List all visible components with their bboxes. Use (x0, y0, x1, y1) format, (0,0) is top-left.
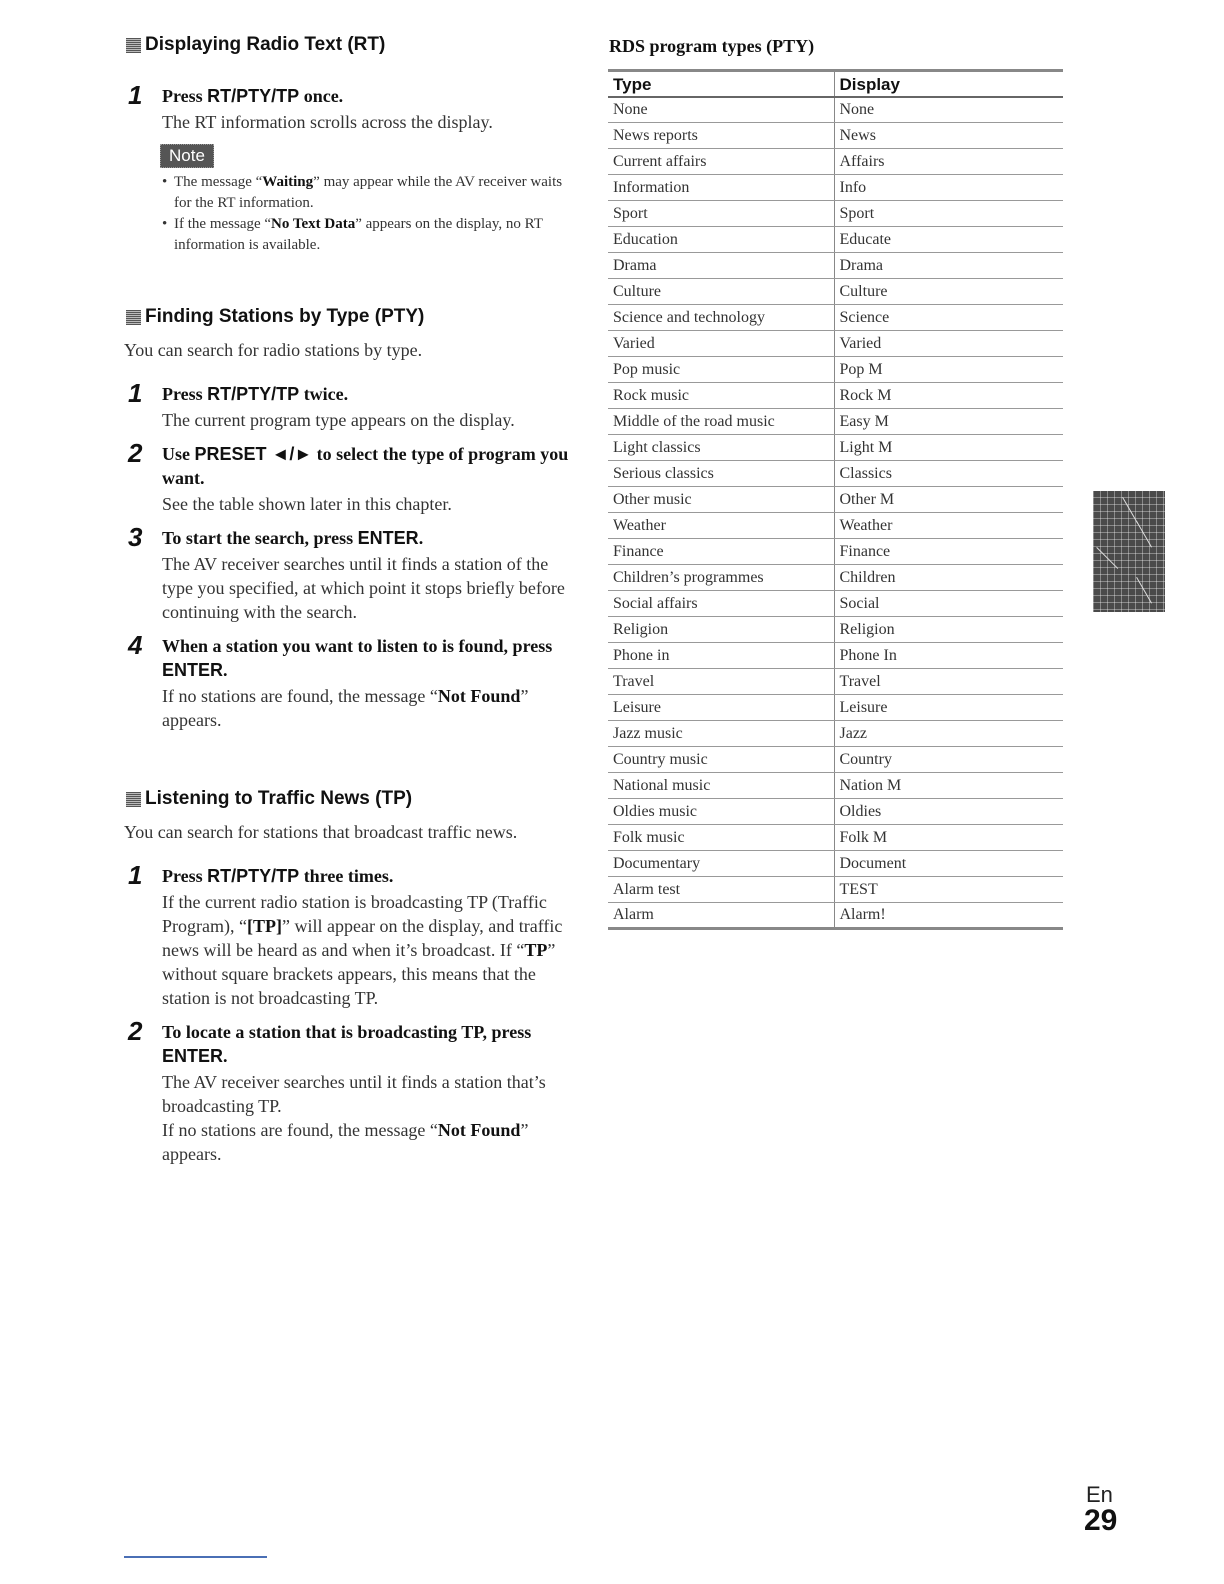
cell-type: Light classics (608, 435, 834, 461)
table-row (608, 539, 1063, 565)
section-marker-icon (126, 38, 141, 53)
section-intro: You can search for stations that broadcast traffic news. (124, 822, 518, 842)
key-label: ENTER (162, 1046, 224, 1066)
cell-display: Classics (834, 461, 1063, 487)
cell-display: Oldies (834, 799, 1063, 825)
step-title-text: to select the type of program you want. (162, 444, 569, 488)
step-title-text: When a station you want to listen to is found, press (162, 636, 553, 656)
table-row (608, 201, 1063, 227)
section-intro: You can search for radio stations by type. (124, 340, 423, 360)
table-row (608, 721, 1063, 747)
cell-type: Jazz music (608, 721, 834, 747)
page-number: 29 (1084, 1504, 1118, 1537)
cell-type: Folk music (608, 825, 834, 851)
cell-type: Information (608, 175, 834, 201)
step-title-text: Press (162, 86, 208, 106)
table-row (608, 513, 1063, 539)
step-title (162, 860, 579, 888)
table-title: RDS program types (PTY) (609, 36, 815, 56)
note-text: ” may appear while the AV receiver waits for the RT information. (174, 174, 563, 211)
table-row (608, 409, 1063, 435)
table-row (608, 253, 1063, 279)
cell-display: Folk M (834, 825, 1063, 851)
right-column (608, 36, 1063, 930)
cell-type: Travel (608, 669, 834, 695)
table-header-row (608, 71, 1063, 97)
cell-type: Phone in (608, 643, 834, 669)
note-badge: Note (160, 144, 214, 168)
table-row (608, 825, 1063, 851)
cell-type: Current affairs (608, 149, 834, 175)
step-number: 4 (128, 630, 143, 660)
table-row (608, 903, 1063, 929)
step-title (162, 378, 579, 406)
cell-display: Document (834, 851, 1063, 877)
step-number: 1 (128, 860, 143, 890)
body-text: If the current radio station is broadcasting TP (Traffic Program), “ (162, 892, 547, 936)
step-number: 1 (128, 378, 143, 408)
key-label: ENTER (357, 528, 419, 548)
step-title-text: . (223, 1046, 228, 1066)
step-title-text: To start the search, press (162, 528, 358, 548)
step-title (162, 1016, 579, 1068)
cell-display: Nation M (834, 773, 1063, 799)
step-body: The current program type appears on the display. (162, 410, 515, 430)
cell-type: Oldies music (608, 799, 834, 825)
section-pty (124, 306, 579, 732)
table-row (608, 279, 1063, 305)
body-text: ” appears. (162, 1120, 529, 1164)
key-label: RT/PTY/TP (207, 384, 300, 404)
cell-type: Other music (608, 487, 834, 513)
cell-type: Leisure (608, 695, 834, 721)
step-title-text: Press (162, 384, 208, 404)
cell-type: Drama (608, 253, 834, 279)
table-row (608, 565, 1063, 591)
cell-type: Finance (608, 539, 834, 565)
cell-type: Culture (608, 279, 834, 305)
step-number: 1 (128, 80, 143, 110)
cell-type: Alarm (608, 903, 834, 929)
key-label: ENTER (162, 660, 224, 680)
step-body (162, 1118, 579, 1166)
note-bold: Waiting (262, 174, 314, 190)
cell-display: News (834, 123, 1063, 149)
table-row (608, 97, 1063, 123)
table-row (608, 305, 1063, 331)
step-number: 2 (128, 438, 143, 468)
section-heading-tp (124, 788, 579, 810)
body-text: If no stations are found, the message “ (162, 1120, 438, 1140)
step-pty-1 (124, 378, 579, 432)
note-bold: No Text Data (271, 216, 356, 232)
step-title-text: To locate a station that is broadcasting TP, press (162, 1022, 532, 1042)
step-title-text: Use (162, 444, 195, 464)
cell-display: Country (834, 747, 1063, 773)
column-header-display: Display (834, 71, 1063, 97)
table-row (608, 617, 1063, 643)
cell-type: Alarm test (608, 877, 834, 903)
section-tp (124, 788, 579, 1166)
pty-table (608, 69, 1063, 930)
note-text: The message “ (174, 174, 263, 190)
step-body (162, 684, 579, 732)
section-heading-text: Displaying Radio Text (RT) (145, 34, 386, 55)
cell-type: Middle of the road music (608, 409, 834, 435)
note-text: If the message “ (174, 216, 272, 232)
step-title-text: . (418, 528, 424, 548)
step-pty-4 (124, 630, 579, 732)
table-row (608, 175, 1063, 201)
table-row (608, 435, 1063, 461)
table-row (608, 331, 1063, 357)
cell-display: Sport (834, 201, 1063, 227)
left-column (124, 34, 579, 1166)
table-row (608, 747, 1063, 773)
cell-display: Children (834, 565, 1063, 591)
note-list (160, 172, 579, 256)
step-title (162, 438, 579, 490)
key-label: RT/PTY/TP (207, 86, 300, 106)
table-row (608, 877, 1063, 903)
body-bold: Not Found (437, 1120, 521, 1140)
table-row (608, 461, 1063, 487)
body-text: If no stations are found, the message “ (162, 686, 438, 706)
cell-display: Finance (834, 539, 1063, 565)
section-marker-icon (126, 310, 141, 325)
cell-display: Social (834, 591, 1063, 617)
cell-type: None (608, 97, 834, 123)
body-bold: [TP] (246, 916, 282, 936)
step-body: The RT information scrolls across the display. (162, 112, 493, 132)
cell-type: Varied (608, 331, 834, 357)
section-heading-text: Finding Stations by Type (PTY) (145, 306, 425, 327)
footer-divider (124, 1556, 267, 1558)
cell-display: Religion (834, 617, 1063, 643)
note-item (160, 172, 579, 214)
table-row (608, 643, 1063, 669)
step-title-text: three times. (299, 866, 394, 886)
cell-display: Drama (834, 253, 1063, 279)
step-title-text: . (223, 660, 228, 680)
table-body (608, 97, 1063, 929)
step-body: The AV receiver searches until it finds a station of the type you specified, at which point it stops briefly before continuing with the search. (162, 554, 565, 622)
step-body: See the table shown later in this chapter. (162, 494, 452, 514)
step-title-text: Press (162, 866, 208, 886)
step-title-text: once. (299, 86, 344, 106)
key-label: RT/PTY/TP (207, 866, 300, 886)
cell-type: News reports (608, 123, 834, 149)
step-title (162, 80, 579, 108)
table-row (608, 799, 1063, 825)
note-text: ” appears on the display, no RT information is available. (174, 216, 543, 253)
section-rt (124, 34, 579, 256)
table-row (608, 383, 1063, 409)
cell-display: Easy M (834, 409, 1063, 435)
step-title (162, 522, 579, 550)
step-body (162, 890, 579, 1010)
cell-type: Pop music (608, 357, 834, 383)
cell-type: Country music (608, 747, 834, 773)
cell-type: Rock music (608, 383, 834, 409)
step-title (162, 630, 579, 682)
tab-decor-line (1122, 497, 1138, 523)
cell-display: Culture (834, 279, 1063, 305)
section-heading-pty (124, 306, 579, 328)
table-row (608, 851, 1063, 877)
cell-type: Education (608, 227, 834, 253)
cell-display: None (834, 97, 1063, 123)
cell-display: Weather (834, 513, 1063, 539)
table-row (608, 149, 1063, 175)
tab-decor-line (1136, 577, 1152, 603)
body-bold: Not Found (437, 686, 521, 706)
cell-type: Documentary (608, 851, 834, 877)
tab-decor-line (1136, 521, 1152, 547)
cell-type: Sport (608, 201, 834, 227)
step-rt-1 (124, 80, 579, 134)
table-row (608, 487, 1063, 513)
key-label: PRESET ◄/► (194, 444, 313, 464)
cell-type: Children’s programmes (608, 565, 834, 591)
cell-display: Varied (834, 331, 1063, 357)
cell-type: Weather (608, 513, 834, 539)
table-row (608, 669, 1063, 695)
table-row (608, 123, 1063, 149)
cell-type: Religion (608, 617, 834, 643)
cell-display: Light M (834, 435, 1063, 461)
step-number: 3 (128, 522, 143, 552)
step-number: 2 (128, 1016, 143, 1046)
cell-type: National music (608, 773, 834, 799)
cell-display: Alarm! (834, 903, 1063, 929)
cell-type: Science and technology (608, 305, 834, 331)
chapter-tab-marker (1093, 491, 1165, 612)
cell-display: TEST (834, 877, 1063, 903)
step-tp-2 (124, 1016, 579, 1166)
body-text: ” appears. (162, 686, 529, 730)
cell-display: Educate (834, 227, 1063, 253)
cell-type: Serious classics (608, 461, 834, 487)
table-row (608, 695, 1063, 721)
step-pty-3 (124, 522, 579, 624)
section-marker-icon (126, 792, 141, 807)
section-heading-text: Listening to Traffic News (TP) (145, 788, 413, 809)
cell-display: Info (834, 175, 1063, 201)
body-text: ” without square brackets appears, this means that the station is not broadcasting TP. (162, 940, 556, 1008)
table-row (608, 591, 1063, 617)
cell-display: Leisure (834, 695, 1063, 721)
body-text: ” will appear on the display, and traffic news will be heard as and when it’s broadcast. If “ (162, 916, 563, 960)
section-heading-rt (124, 34, 579, 56)
cell-display: Affairs (834, 149, 1063, 175)
table-row (608, 227, 1063, 253)
step-title-text: twice. (299, 384, 349, 404)
cell-display: Phone In (834, 643, 1063, 669)
tab-decor-line (1096, 547, 1118, 569)
cell-display: Rock M (834, 383, 1063, 409)
table-row (608, 357, 1063, 383)
cell-type: Social affairs (608, 591, 834, 617)
column-header-type: Type (608, 71, 834, 97)
page-language: En (1086, 1482, 1113, 1507)
step-body: The AV receiver searches until it finds a station that’s broadcasting TP. (162, 1072, 546, 1116)
note-item (160, 214, 579, 256)
step-pty-2 (124, 438, 579, 516)
cell-display: Science (834, 305, 1063, 331)
table-row (608, 773, 1063, 799)
body-bold: TP (524, 940, 548, 960)
cell-display: Travel (834, 669, 1063, 695)
cell-display: Pop M (834, 357, 1063, 383)
step-tp-1 (124, 860, 579, 1010)
cell-display: Jazz (834, 721, 1063, 747)
cell-display: Other M (834, 487, 1063, 513)
